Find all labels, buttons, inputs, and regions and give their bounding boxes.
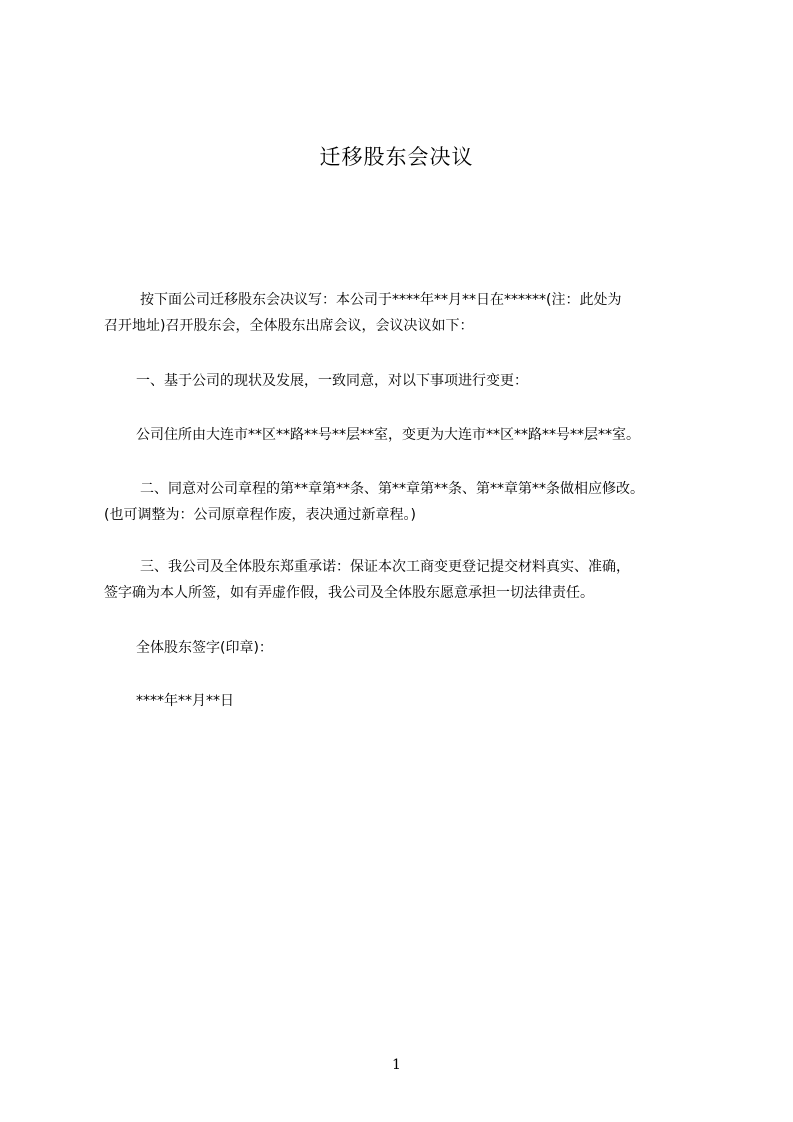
- paragraph-line: ****年**月**日: [136, 693, 234, 709]
- paragraph-line: 公司住所由大连市**区**路**号**层**室，变更为大连市**区**路**号**层**室。: [136, 427, 640, 443]
- paragraph-line: (也可调整为：公司原章程作废，表决通过新章程。): [104, 507, 416, 523]
- paragraph-line: 按下面公司迁移股东会决议写：本公司于****年**月**日在******(注：此处为: [140, 292, 622, 308]
- paragraph-line: 签字确为本人所签，如有弄虚作假，我公司及全体股东愿意承担一切法律责任。: [104, 585, 594, 601]
- paragraph-line: 三、我公司及全体股东郑重承诺：保证本次工商变更登记提交材料真实、准确，: [140, 559, 630, 575]
- paragraph-line: 全体股东签字(印章)：: [136, 640, 273, 656]
- paragraph-intro: [104, 287, 704, 339]
- page-number: 1: [392, 1057, 401, 1073]
- document-title: 迁移股东会决议: [319, 145, 474, 169]
- signature-label: [104, 635, 704, 661]
- paragraph-line: 一、基于公司的现状及发展，一致同意，对以下事项进行变更：: [136, 373, 528, 389]
- paragraph-line: 二、同意对公司章程的第**章第**条、第**章第**条、第**章第**条做相应修改。: [140, 481, 644, 497]
- signature-date: [104, 688, 704, 714]
- paragraph-item-three: [104, 554, 704, 606]
- paragraph-line: 召开地址)召开股东会，全体股东出席会议，会议决议如下：: [104, 318, 474, 334]
- paragraph-address-change: [104, 422, 704, 448]
- paragraph-item-one: [104, 368, 704, 394]
- paragraph-item-two: [104, 476, 704, 528]
